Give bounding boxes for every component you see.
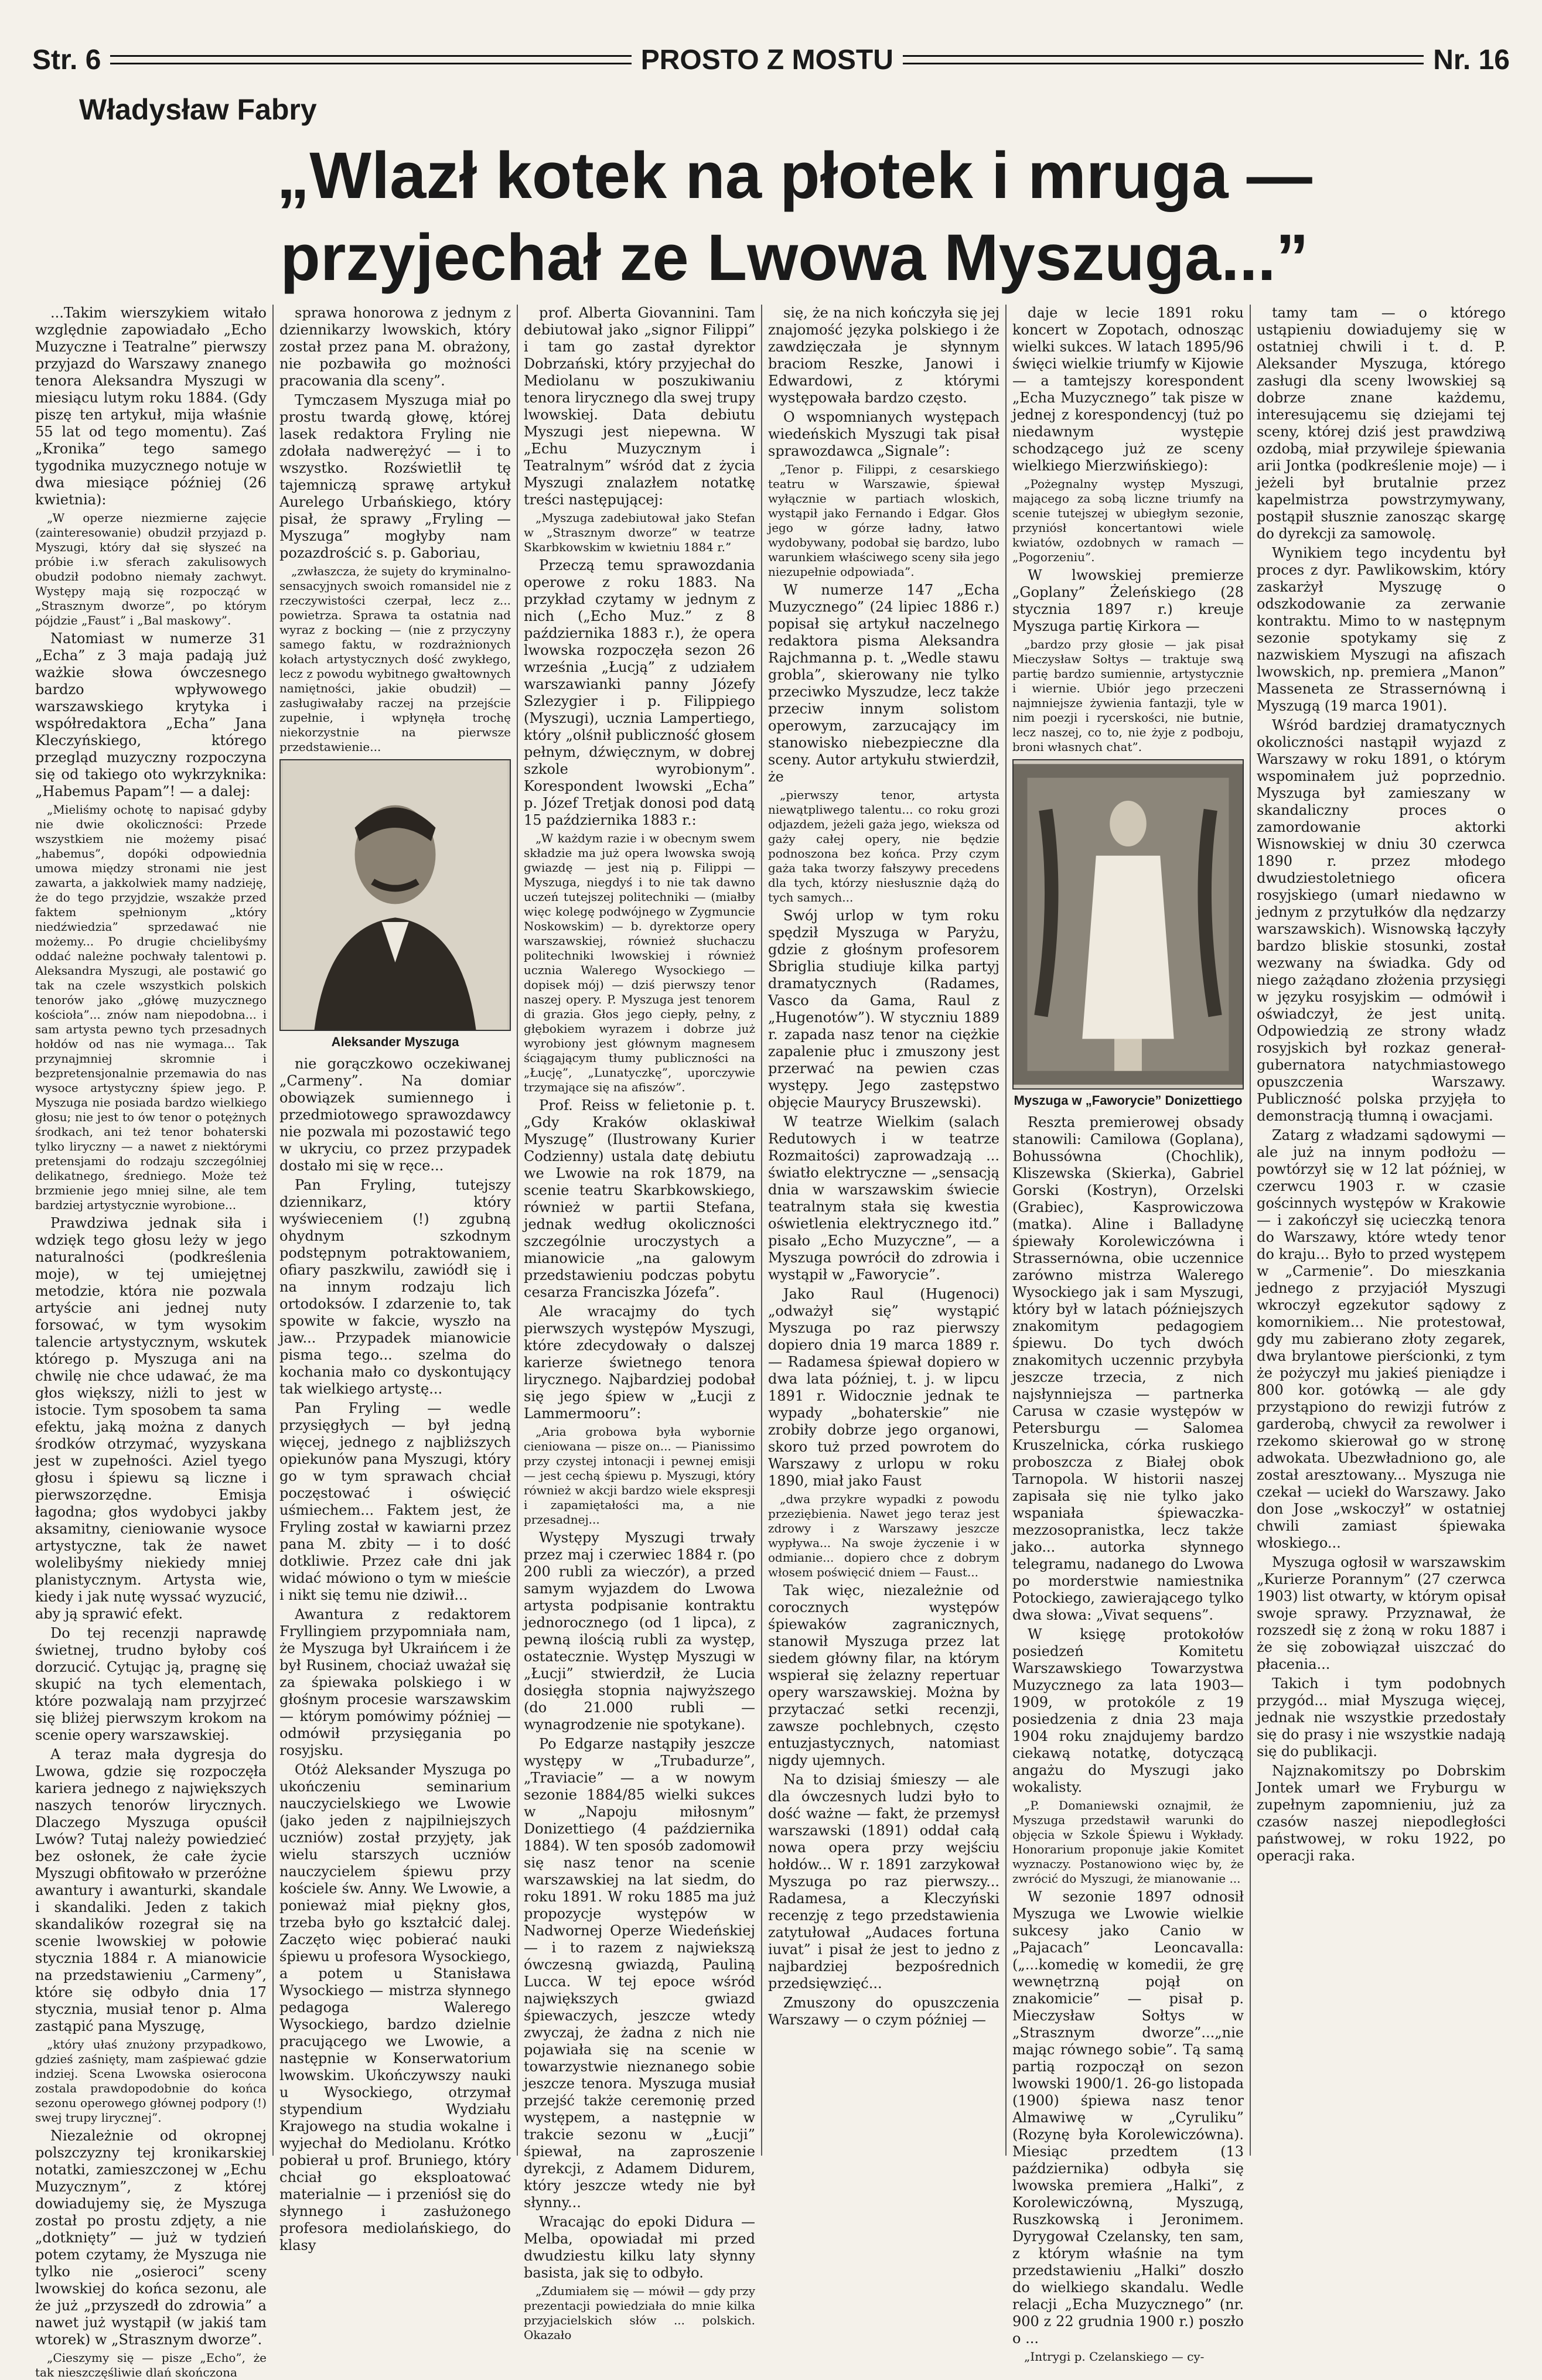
article-title-line-1: „Wlazł kotek na płotek i mruga —	[277, 139, 1312, 212]
paragraph: Reszta premierowej obsady stanowili: Camilowa (Goplana), Bohussówna (Chochlik), Kliszewska (Skierka), Gabriel Gorski (Kostryn), Orzelski (Grabiec), Kasprowiczowa (matka). Aline i Balladynę śpiewały Korolewiczówna i Strassernówna, obie uczennice zarówno mistrza Walerego Wysockiego jak i sam Myszugi, który był w latach późniejszych znakomitym pedagogiem śpiewu. Do tych dwóch znakomitych uczennic przybyła jeszcze trzecia, z nich najsłynniejsza — partnerka Carusa w czasie występów w Petersburgu — Salomea Kruszelnicka, córka ruskiego proboszcza z Białej obok Tarnopola. W historii naszej zapisała się nie tylko jako wspaniała śpiewaczka-mezzosopranistka, lecz także jako... autorka słynnego telegramu, nadanego do Lwowa po morderstwie namiestnika Potockiego, zawierającego tylko dwa słowa: „Vivat sequens”.	[1012, 1114, 1244, 1623]
paragraph: Natomiast w numerze 31 „Echa” z 3 maja padają już ważkie słowa ówczesnego bardzo wpływowego warszawskiego krytyka i współredaktora „Echa” Jana Kleczyńskiego, którego przegląd muzyczny rozpoczyna się od takiego oto wykrzyknika: „Habemus Papam”! — a dalej:	[35, 630, 267, 800]
paragraph: Ale wracajmy do tych pierwszych występów Myszugi, które zdecydowały o dalszej karierze świetnego tenora lirycznego. Najbardziej podobał się jego śpiew w „Łucji z Lammermooru”:	[524, 1303, 755, 1422]
paragraph: W sezonie 1897 odnosił Myszuga we Lwowie wielkie sukcesy jako Canio w „Pajacach” Leoncavalla: („...komedię w komedii, że grę wewnętrzną pojął on znakomicie” — pisał p. Mieczysław Sołtys w „Strasznym dworze”...„nie mając równego sobie”. Tą samą partią rozpoczął on sezon lwowski 1900/1. 26-go listopada (1900) śpiewa nasz tenor Almawiwę w „Cyruliku” (Rozynę była Korolewiczówna). Miesiąc przedtem (13 października) odbyła się lwowska premiera „Halki”, z Korolewiczówną, Myszugą, Ruszkowską i Jeronimem. Dyrygował Czelansky, ten sam, z którym właśnie na tym przedstawieniu „Halki” doszło do wielkiego skandalu. Wedle relacji „Echa Muzycznego” (nr. 900 z 22 grudnia 1900 r.) poszło o ...	[1012, 1889, 1244, 2347]
column-1	[35, 305, 267, 2379]
paragraph: Takich i tym podobnych przygód... miał Myszuga więcej, jednak nie wszystkie przedostały się do prasy i nie wszystkie nadają się do publikacji.	[1257, 1675, 1506, 1760]
photo-caption: Myszuga w „Faworycie” Donizettiego	[1014, 1093, 1243, 1108]
header-rule-left	[110, 55, 631, 64]
costume-photo	[1012, 759, 1244, 1090]
paragraph: Występy Myszugi trwały przez maj i czerwiec 1884 r. (po 200 rubli za wieczór), a przed samym wyjazdem do Lwowa artysta podpisanie kontraktu jednorocznego (od 1 lipca), z pewną ilością rubli za występ, ostatecznie. Występ Myszugi w „Łucji” stwierdził, że Lucia dosięgła stopnia najwyższego (do 21.000 rubli — wynagrodzenie nie spotykane).	[524, 1529, 755, 1733]
paragraph: „Tenor p. Filippi, z cesarskiego teatru w Warszawie, śpiewał wyłącznie w partiach wloskich, wystąpił jako Fernando i Edgar. Głos jego w górze ładny, łatwo wydobywany, podobał się bardzo, lubo warunkiem właściwego sceny siła jego niezupełnie odpowiada”.	[768, 462, 999, 579]
page-number: Str. 6	[32, 44, 101, 76]
paragraph: „Mieliśmy ochotę to napisać gdyby nie dwie okoliczności: Przede wszystkiem nie możemy pisać „habemus”, dopóki odpowiednia umowa między stronami nie jest zawarta, a jakkolwiek mamy nadzieję, że do tego przyjdzie, wszakże przed faktem spełnionym „który niedźwiedzia” sprzedawać nie możemy... Po drugie chcielibyśmy oddać należne pochwały talentowi p. Aleksandra Myszugi, ale postawić go tak na czele wszystkich polskich tenorów jako „główę muzycznego kościoła”... znów nam niepodobna... i sam artysta pewno tych przesadnych hołdów od nas nie wymaga... Tak przynajmniej skromnie i bezpretensjonalnie przemawia do nas wysoce artystyczny śpiew jego. P. Myszuga nie posiada bardzo wielkiego głosu; nie jest to ów tenor o potężnych środkach, ani też tenor bohaterski tylko liryczny — a nawet z niektórymi pretensjami do rodzaju szczególniej delikatnego, średniego. Może też brzmienie jego mniej silne, ale tem bardziej artystycznie wyrobione...	[35, 803, 267, 1212]
paragraph: Na to dzisiaj śmieszy — ale dla ówczesnych ludzi było to dość ważne — fakt, że przemysł warszawski (1891) oddał całą nowa opera przy wejściu hołdów... W r. 1891 zarzykował Myszuga po raz pierwszy... Radamesa, a Kleczyński recenzję z tego przedstawienia zatytułował „Audaces fortuna iuvat” i pisał że jest to jedno z najbardziej bezpośrednich przedsięwzięć...	[768, 1771, 999, 1992]
paragraph: Najznakomitszy po Dobrskim Jontek umarł we Fryburgu w zupełnym zapomnieniu, już za czasów naszej niepodległości państwowej, w roku 1922, po operacji raka.	[1257, 1763, 1506, 1864]
paragraph: „W operze niezmierne zajęcie (zainteresowanie) obudził przyjazd p. Myszugi, który dał się słyszeć na próbie i.w sferach zakulisowych obudził podobno niemały zachwyt. Występy mają się rozpocząć w „Strasznym dworze”, po którym pójdzie „Faust” i „Bal maskowy”.	[35, 511, 267, 627]
paragraph: Zmuszony do opuszczenia Warszawy — o czym później —	[768, 1995, 999, 2028]
paragraph: „który ułaś znużony przypadkowo, gdzieś zaśnięty, mam zaśpiewać gdzie indziej. Scena Lwowska osierocona zostala prawdopodobnie do końca sezonu operowego głównej podpory (!) swej trupy lirycznej”.	[35, 2037, 267, 2125]
paragraph: A teraz mała dygresja do Lwowa, gdzie się rozpoczęła kariera jednego z największych naszych tenorów lirycznych. Dlaczego Myszuga opuścił Lwów? Tutaj należy powiedzieć bez osłonek, że całe życie Myszugi obfitowało w przeróżne awantury i awanturki, skandale i skandaliki. Jeden z takich skandalików rozegrał się na scenie lwowskiej w połowie stycznia 1884 r. A mianowicie na przedstawieniu „Carmeny”, które się odbyło dnia 17 stycznia, musiał tenor p. Alma zastąpić pana Myszugę,	[35, 1746, 267, 2034]
column-3	[524, 305, 755, 2342]
paragraph: Prawdziwa jednak siła i wdzięk tego głosu leży w jego naturalności (podkreślenia moje), w tej umiejętnej metodzie, która nie pozwala artyście ani jednej nuty forsować, w tym wysokim talencie artystycznym, wskutek którego p. Myszuga ani na chwilę nie chce udawać, że ma głos większy, niżli to jest w istocie. Tym sposobem ta sama efektu, jaką można z danych środków otrzymać, wyzyskana jest w zupełności. Aziel tyego głosu i śpiewu są liczne i pierwszorzędne. Emisja łagodna; głos wydobyci jakby aksamitny, cieniowanie wysoce artystyczne, tak że nawet wolelibyśmy niekiedy mniej planistycznym. Artysta wie, kiedy i jak nutę wyssać wyzucić, aby ją sprawić efekt.	[35, 1215, 267, 1622]
paragraph: „Pożegnalny występ Myszugi, mającego za sobą liczne triumfy na scenie tutejszej w ubiegłym sezonie, przyniósł koncertantowi wiele kwiatów, ozdobnych w ramach — „Pogorzeniu”.	[1012, 477, 1244, 564]
issue-number: Nr. 16	[1433, 44, 1510, 76]
paragraph: prof. Alberta Giovannini. Tam debiutował jako „signor Filippi” i tam go zastał dyrektor Dobrzański, który przyjechał do Mediolanu w poszukiwaniu tenora lirycznego dla swej trupy lwowskiej. Data debiutu Myszugi jest niepewna. W „Echu Muzycznym i Teatralnym” wśród dat z życia Myszugi znalazłem notatkę treści następującej:	[524, 305, 755, 508]
paragraph: tamy tam — o którego ustąpieniu dowiadujemy się w ostatniej chwili i t. d. P. Aleksander Myszuga, którego zasługi dla sceny lwowskiej są dobrze znane każdemu, interesującemu się dziejami tej sceny, której dziś jest prawdziwą ozdobą, miał przywileje śpiewania arii Jontka (podkreślenie moje) — i jeżeli był brutalnie przez kapelmistrza powstrzymywany, postąpił słusznie zanosząc skargę do dyrekcji za samowolę.	[1257, 305, 1506, 542]
paragraph: się, że na nich kończyła się jej znajomość języka polskiego i że zawdzięczała je słynnym braciom Reszke, Janowi i Edwardowi, z którymi występowała bardzo często.	[768, 305, 999, 406]
paragraph: Niezależnie od okropnej polszczyzny tej kronikarskiej notatki, zamieszczonej w „Echu Muzycznym”, z której dowiadujemy się, że Myszuga został po prostu zdjęty, a nie „dotknięty” — już w tydzień potem czytamy, że Myszuga nie tylko nie „osieroci” sceny lwowskiej do końca sezonu, ale że już „przyszedł do zdrowia” a nawet już wystąpił (w jakiś tam wtorek) w „Strasznym dworze”.	[35, 2128, 267, 2348]
paragraph: Do tej recenzji naprawdę świetnej, trudno byłoby coś dorzucić. Cytując ją, pragnę się skupić na tych elementach, które pozwalają nam przyjrzeć się bliżej pierwszym krokom na scenie opery warszawskiej.	[35, 1625, 267, 1743]
paragraph: „P. Domaniewski oznajmił, że Myszuga przedstawił warunki do objęcia w Szkole Śpiewu i Wykłady. Honorarium proponuje jakie Komitet wyznaczy. Postanowiono więc by, że zwrócić do Myszugi, że mianowanie ...	[1012, 1798, 1244, 1886]
paragraph: Swój urlop w tym roku spędził Myszuga w Paryżu, gdzie z głośnym profesorem Sbriglia studiuje kilka partyj dramatycznych (Radames, Vasco da Gama, Raul z „Hugenotów”). W styczniu 1889 r. zapada nasz tenor na ciężkie zapalenie płuc i zmuszony jest przerwać na pewien czas występy. Jego zastępstwo objęcie Maurycy Bruszewski).	[768, 907, 999, 1111]
column-rule	[761, 305, 762, 2156]
article-columns	[35, 305, 1506, 2379]
paragraph: nie gorączkowo oczekiwanej „Carmeny”. Na domiar obowiązek sumiennego i przedmiotowego sprawozdawcy nie pozwala mi pozostawić tego w ukryciu, co przez przypadek dostało mi się w ręce...	[279, 1056, 511, 1174]
paragraph: Tymczasem Myszuga miał po prostu twardą głowę, której lasek redaktora Fryling nie zdołała nadwerężyć — i to wszystko. Rozświetlił tę tajemniczą sprawę artykuł Aurelego Urbańskiego, który pisał, że sprawy „Fryling — Myszuga” mogłyby nam pozazdrościć s. p. Gaboriau,	[279, 392, 511, 561]
column-6	[1257, 305, 1506, 2156]
paragraph: „Zdumiałem się — mówił — gdy przy prezentacji powiedziała do mnie kilka przyjacielskich słów ... polskich. Okazało	[524, 2284, 755, 2342]
paragraph: „bardzo przy głosie — jak pisał Mieczysław Sołtys — traktuje swą partię bardzo sumiennie, artystycznie i wiernie. Ubiór jego przeczeni najmniejsze żywienia fantazji, tyle w nim poezji i rycerskości, nie butnie, lecz naszej, co to, nie żyje z podboju, broni własnych chat”.	[1012, 637, 1244, 754]
portrait-photo	[279, 759, 511, 1031]
paragraph: daje w lecie 1891 roku koncert w Zopotach, odnosząc wielki sukces. W latach 1895/96 święci wielkie triumfy w Kijowie — a tamtejszy korespondent „Echa Muzycznego” tak pisze w jednej z korespondencyj (tuż po niedawnym występie schodzącego już ze sceny wielkiego Mierzwińskiego):	[1012, 305, 1244, 474]
paragraph: Po Edgarze nastąpiły jeszcze występy w „Trubadurze”, „Traviacie” — a w nowym sezonie 1884/85 wielki sukces w „Napoju miłosnym” Donizettiego (4 października 1884). W ten sposób zadomowił się nasz tenor na scenie warszawskiej na lat siedm, do roku 1891. W roku 1885 ma już propozycje występów w Nadwornej Operze Wiedeńskiej — i to razem z najwiekszą ówczesną gwiazdą, Pauliną Lucca. W tej epoce wśród największych gwiazd śpiewaczych, jeszcze wtedy zwyczaj, że żadna z nich nie pojawiała się na scenie w towarzystwie nieznanego sobie jeszcze tenora. Myszuga musiał przejść także ceremonię przed występem, a następnie w trakcie sezonu w „Łucji” śpiewał, na zaproszenie dyrekcji, z Adamem Didurem, który jeszcze wtedy nie był słynny...	[524, 1736, 755, 2211]
paragraph: Myszuga ogłosił w warszawskim „Kurierze Porannym” (27 czerwca 1903) list otwarty, w którym opisał swoje sprawy. Przyznawał, że rozszedł się z żoną w roku 1887 i że się zobowiązał uiszczać do płacenia...	[1257, 1554, 1506, 1672]
paragraph: W księgę protokołów posiedzeń Komitetu Warszawskiego Towarzystwa Muzycznego za lata 1903—1909, w protokóle z 19 posiedzenia z dnia 23 maja 1904 roku znajdujemy bardzo ciekawą notatkę, dotyczącą angażu do Myszugi jako wokalisty.	[1012, 1626, 1244, 1795]
paragraph: „Myszuga zadebiutował jako Stefan w „Strasznym dworze” w teatrze Skarbkowskim w kwietniu 1884 r.”	[524, 511, 755, 554]
paragraph: Przeczą temu sprawozdania operowe z roku 1883. Na przykład czytamy w jednym z nich („Echo Muz.” z 8 października 1883 r.), że opera lwowska rozpoczęła sezon 26 września „Łucją” z udziałem warszawianki panny Józefy Szlezygier i p. Filippiego (Myszugi), ucznia Lampertiego, który „olśnił publiczność głosem pełnym, dźwięcznym, w dobrej szkole wyrobionym”. Korespondent lwowski „Echa” p. Józef Tretjak donosi pod datą 15 października 1883 r.:	[524, 557, 755, 828]
paragraph: „Intrygi p. Czelanskiego — cy-	[1024, 2350, 1205, 2364]
paragraph: W lwowskiej premierze „Goplany” Żeleńskiego (28 stycznia 1897 r.) kreuje Myszuga partię Kirkora —	[1012, 567, 1244, 634]
paragraph: Wynikiem tego incydentu był proces z dyr. Pawlikowskim, który zaskarżył Myszugę o odszkodowanie za zerwanie kontraktu. Mimo to w następnym sezonie spotykamy się z nazwiskiem Myszugi na afiszach lwowskich, np. premiera „Manon” Masseneta ze Strassernówną i Myszugą (19 marca 1901).	[1257, 545, 1506, 714]
paragraph: Tak więc, niezależnie od corocznych występów śpiewaków zagranicznych, stanowił Myszuga przez lat siedem główny filar, na którym wspierał się żelazny repertuar opery warszawskiej. Można by przytaczać setki recenzji, zawsze pochlebnych, często entuzjastycznych, natomiast nigdy ujemnych.	[768, 1582, 999, 1768]
paragraph: „pierwszy tenor, artysta niewątpliwego talentu... co roku grozi odjazdem, jeżeli gaża jego, wieksza od gaży całej opery, nie będzie podnoszona bez końca. Przy czym gaża taka tworzy fałszywy precedens dla tych, którzy niesłusznie dążą do tych samych...	[768, 788, 999, 904]
article-title	[117, 135, 1472, 299]
column-4	[768, 305, 999, 2156]
paragraph: Jako Raul (Hugenoci) „odważył się” wystąpić Myszuga po raz pierwszy dopiero dnia 19 marca 1889 r. — Radamesa śpiewał dopiero w dwa lata później, t. j. w lipcu 1891 r. Widocznie jednak te wypady „bohaterskie” nie zrobiły dobrze jego organowi, skoro tuż przed powrotem do Warszawy z urlopu w roku 1890, miał jako Faust	[768, 1286, 999, 1489]
paragraph: „dwa przykre wypadki z powodu przeziębienia. Nawet jego teraz jest zdrowy i z Warszawy jeszcze wypływa... Na swoje życzenie i w odmianie... dopiero chce z dobrym włosem poświęcić dniem — Faust...	[768, 1492, 999, 1579]
article-title-line-2: przyjechał ze Lwowa Myszuga...”	[280, 221, 1309, 294]
masthead: PROSTO Z MOSTU	[640, 44, 893, 76]
article-author: Władysław Fabry	[79, 93, 317, 126]
paragraph: „W każdym razie i w obecnym swem składzie ma już opera lwowska swoją gwiazdę — jest nią p. Filippi — Myszuga, niegdyś i to nie tak dawno uczeń tutejszej politechniki — (miałby więc kolegę podwójnego w Zygmuncie Noskowskim) — b. dyrektorze opery warszawskiej, również słuchaczu politechniki lwowskiej i również ucznia Walerego Wysockiego — dopisek mój) — dziś pierwszy tenor naszej opery. P. Myszuga jest tenorem di grazia. Głos jego ciepły, pełny, z głębokiem wyrazem i dobrze już wyrobiony jest głównym magnesem ściągającym tłumy publiczności na „Łucję”, „Lunatyczkę”, uporczywie trzymające się na afiszów”.	[524, 831, 755, 1094]
paragraph: Zatarg z władzami sądowymi — ale już na innym podłożu — powtórzył się w 12 lat później, w czerwcu 1903 r. w czasie gościnnych występów w Krakowie — i zakończył się ucieczką tenora do Warszawy, które wtedy tenor do kraju... Było to przed występem w „Carmenie”. Do mieszkania jednego z przyjaciół Myszugi wkroczył egzekutor sądowy z komornikiem... Nie protestował, gdy mu zabierano złoty zegarek, dwa brylantowe pierścionki, z tym że pożyczył mu jakieś pieniądze i 800 kor. gotówką — ale gdy przystąpiono do rewizji futrów z garderobą, chwycił za rewolwer i rzekomo skierował go w stronę adwokata. Ubezwładniono go, ale został aresztowany... Myszuga nie czekał — uciekł do Warszawy. Jako don Jose „wskoczył” w ostatniej chwili zamiast śpiewaka włoskiego...	[1257, 1127, 1506, 1551]
paragraph: W teatrze Wielkim (salach Redutowych i w teatrze Rozmaitości) zaprowadzają ... światło elektryczne — „sensacją dnia w warszawskim świecie teatralnym stała się kwestia oświetlenia elektrycznego itd.” pisało „Echo Muzyczne”, — a Myszuga powrócił do zdrowia i wystąpił w „Faworycie”.	[768, 1114, 999, 1283]
paragraph: „Aria grobowa była wybornie cieniowana — pisze on... — Pianissimo przy czystej intonacji i pewnej emisji — jest cechą śpiewu p. Myszugi, który również w akcji bardzo wiele ekspresji i zapamiętałości ma, a nie przesadnej...	[524, 1425, 755, 1527]
paragraph: ...Takim wierszykiem witało względnie zapowiadało „Echo Muzyczne i Teatralne” pierwszy przyjazd do Warszawy znanego tenora Aleksandra Myszugi w miesiącu lutym roku 1884. (Gdy piszę ten artykuł, mija właśnie 55 lat od tego momentu). Zaś „Kronika” tego samego tygodnika muzycznego notuje w dwa miesiące później (26 kwietnia):	[35, 305, 267, 508]
paragraph: Otóż Aleksander Myszuga po ukończeniu seminarium nauczycielskiego we Lwowie (jako jeden z najpilniejszych uczniów) został przyjęty, jak wielu starszych uczniów nauczycielem śpiewu przy kościele św. Anny. We Lwowie, a ponieważ miał piękny głos, trzeba było go kształcić dalej. Zaczęto więc pobierać nauki śpiewu u profesora Wysockiego, a potem u Stanisława Wysockiego — mistrza słynnego pedagoga Walerego Wysockiego, bardzo dzielnie pracującego we Lwowie, a następnie w Konserwatorium lwowskim. Ukończywszy nauki u Wysockiego, otrzymał stypendium Wydziału Krajowego na studia wokalne i wyjechał do Mediolanu. Krótko pobierał u prof. Bruniego, który chciał go eksploatować materialnie — i przeniósł się do słynnego i zasłużonego profesora mediolańskiego, do klasy	[279, 1761, 511, 2253]
paragraph: Wśród bardziej dramatycznych okoliczności nastąpił wyjazd z Warszawy w roku 1891, o którym wspominałem już poprzednio. Myszuga był zamieszany w skandaliczny proces o zamordowanie aktorki Wisnowskiej w dniu 30 czerwca 1890 r. przez młodego dwudziestoletniego oficera rosyjskiego (umarł niedawno w jednym z przytułków dla nędzarzy warszawskich). Wisnowską łączyły bardzo bliskie stosunki, został wezwany na świadka. Gdy od niego zażądano złożenia przysięgi w języku rosyjskim — odmówił i oświadczył, że jest unitą. Odpowiedzią ze strony władz rosyjskich był rozkaz generał-gubernatora natychmiastowego opuszczenia Warszawy. Publiczność polska przyjęła to demonstracją tłumną i owacjami.	[1257, 717, 1506, 1124]
paragraph: „zwłaszcza, że sujety do kryminalno-sensacyjnych swoich romansidel nie z rzeczywistości czerpał, lecz z... powietrza. Sprawa ta ostatnia nad wyraz z bocking — (nie z przyczyny samego faktu, w rozdrażnionych kołach artystycznych dość zwykłego, lecz z powodu wybitnego gwałtownych namiętności, jakie obudził) — zasługiwałaby raczej na przejście zupełnie, i wpłynęła trochę niekorzystnie na pierwsze przedstawienie...	[279, 564, 511, 754]
paragraph: O wspomnianych występach wiedeńskich Myszugi tak pisał sprawozdawca „Signale”:	[768, 409, 999, 459]
page-header	[32, 42, 1510, 77]
paragraph: Pan Fryling — wedle przysięgłych — był jedną więcej, jednego z najbliższych opiekunów pana Myszugi, który go w tym sprawach chciał poczęstować i oświęcić uśmiechem... Faktem jest, że Fryling został w kawiarni przez pana M. zbity — i to dość dotkliwie. Przez całe dni jak widać mówiono o tym w mieście i nikt się temu nie dziwił...	[279, 1400, 511, 1603]
paragraph: Pan Fryling, tutejszy dziennikarz, który wyświeceniem (!) zgubną ohydnym szkodnym podstępnym potraktowaniem, ofiary paszkwilu, zawiódł się i na innym rodzaju lich ortodoksów. I zdarzenie to, tak spowite w fakcie, wyszło na jaw... Przypadek mianowicie pisma tego... szelma do kochania mało co dyskontujący tak wielkiego artystę...	[279, 1177, 511, 1397]
header-rule-right	[903, 55, 1424, 64]
column-rule	[1250, 305, 1251, 2156]
photo-caption: Aleksander Myszuga	[331, 1034, 459, 1049]
column-2	[279, 305, 511, 2253]
column-rule	[517, 305, 518, 2156]
paragraph: W numerze 147 „Echa Muzycznego” (24 lipiec 1886 r.) popisał się artykuł naczelnego redaktora pisma Aleksandra Rajchmanna p. t. „Wedle stawu grobla”, skierowany nie tylko przeciwko Myszudze, lecz także przeciw innym solistom operowym, zarzucający im stanowisko niebezpieczne dla sceny. Autor artykułu stwierdził, że	[768, 582, 999, 785]
paragraph: „Cieszymy się — pisze „Echo”, że tak nieszczęśliwie dlań skończona	[35, 2351, 267, 2379]
column-rule	[272, 305, 274, 2156]
column-rule	[1005, 305, 1007, 2156]
paragraph: Wracając do epoki Didura — Melba, opowiadał mi przed dwudziestu kilku laty słynny basista, jak się to odbyło.	[524, 2214, 755, 2281]
paragraph: Awantura z redaktorem Fryllingiem przypomniała nam, że Myszuga był Ukraińcem i że był Rusinem, chociaż uważał się za śpiewaka polskiego i w głośnym procesie warszawskim — którym pomówimy później — odmówił przysięgania po rosyjsku.	[279, 1606, 511, 1758]
column-5	[1012, 305, 1244, 2364]
paragraph: Prof. Reiss w felietonie p. t. „Gdy Kraków oklaskiwał Myszugę” (Ilustrowany Kurier Codzienny) ustala datę debiutu we Lwowie na rok 1879, na scenie teatru Skarbkowskiego, również w partii Stefana, jednak według okoliczności szczególnie uroczystych a mianowicie „na galowym przedstawieniu podczas pobytu cesarza Franciszka Józefa”.	[524, 1097, 755, 1300]
paragraph: sprawa honorowa z jednym z dziennikarzy lwowskich, który został przez pana M. obrażony, nie pozbawiła go możności pracowania dla sceny”.	[279, 305, 511, 389]
